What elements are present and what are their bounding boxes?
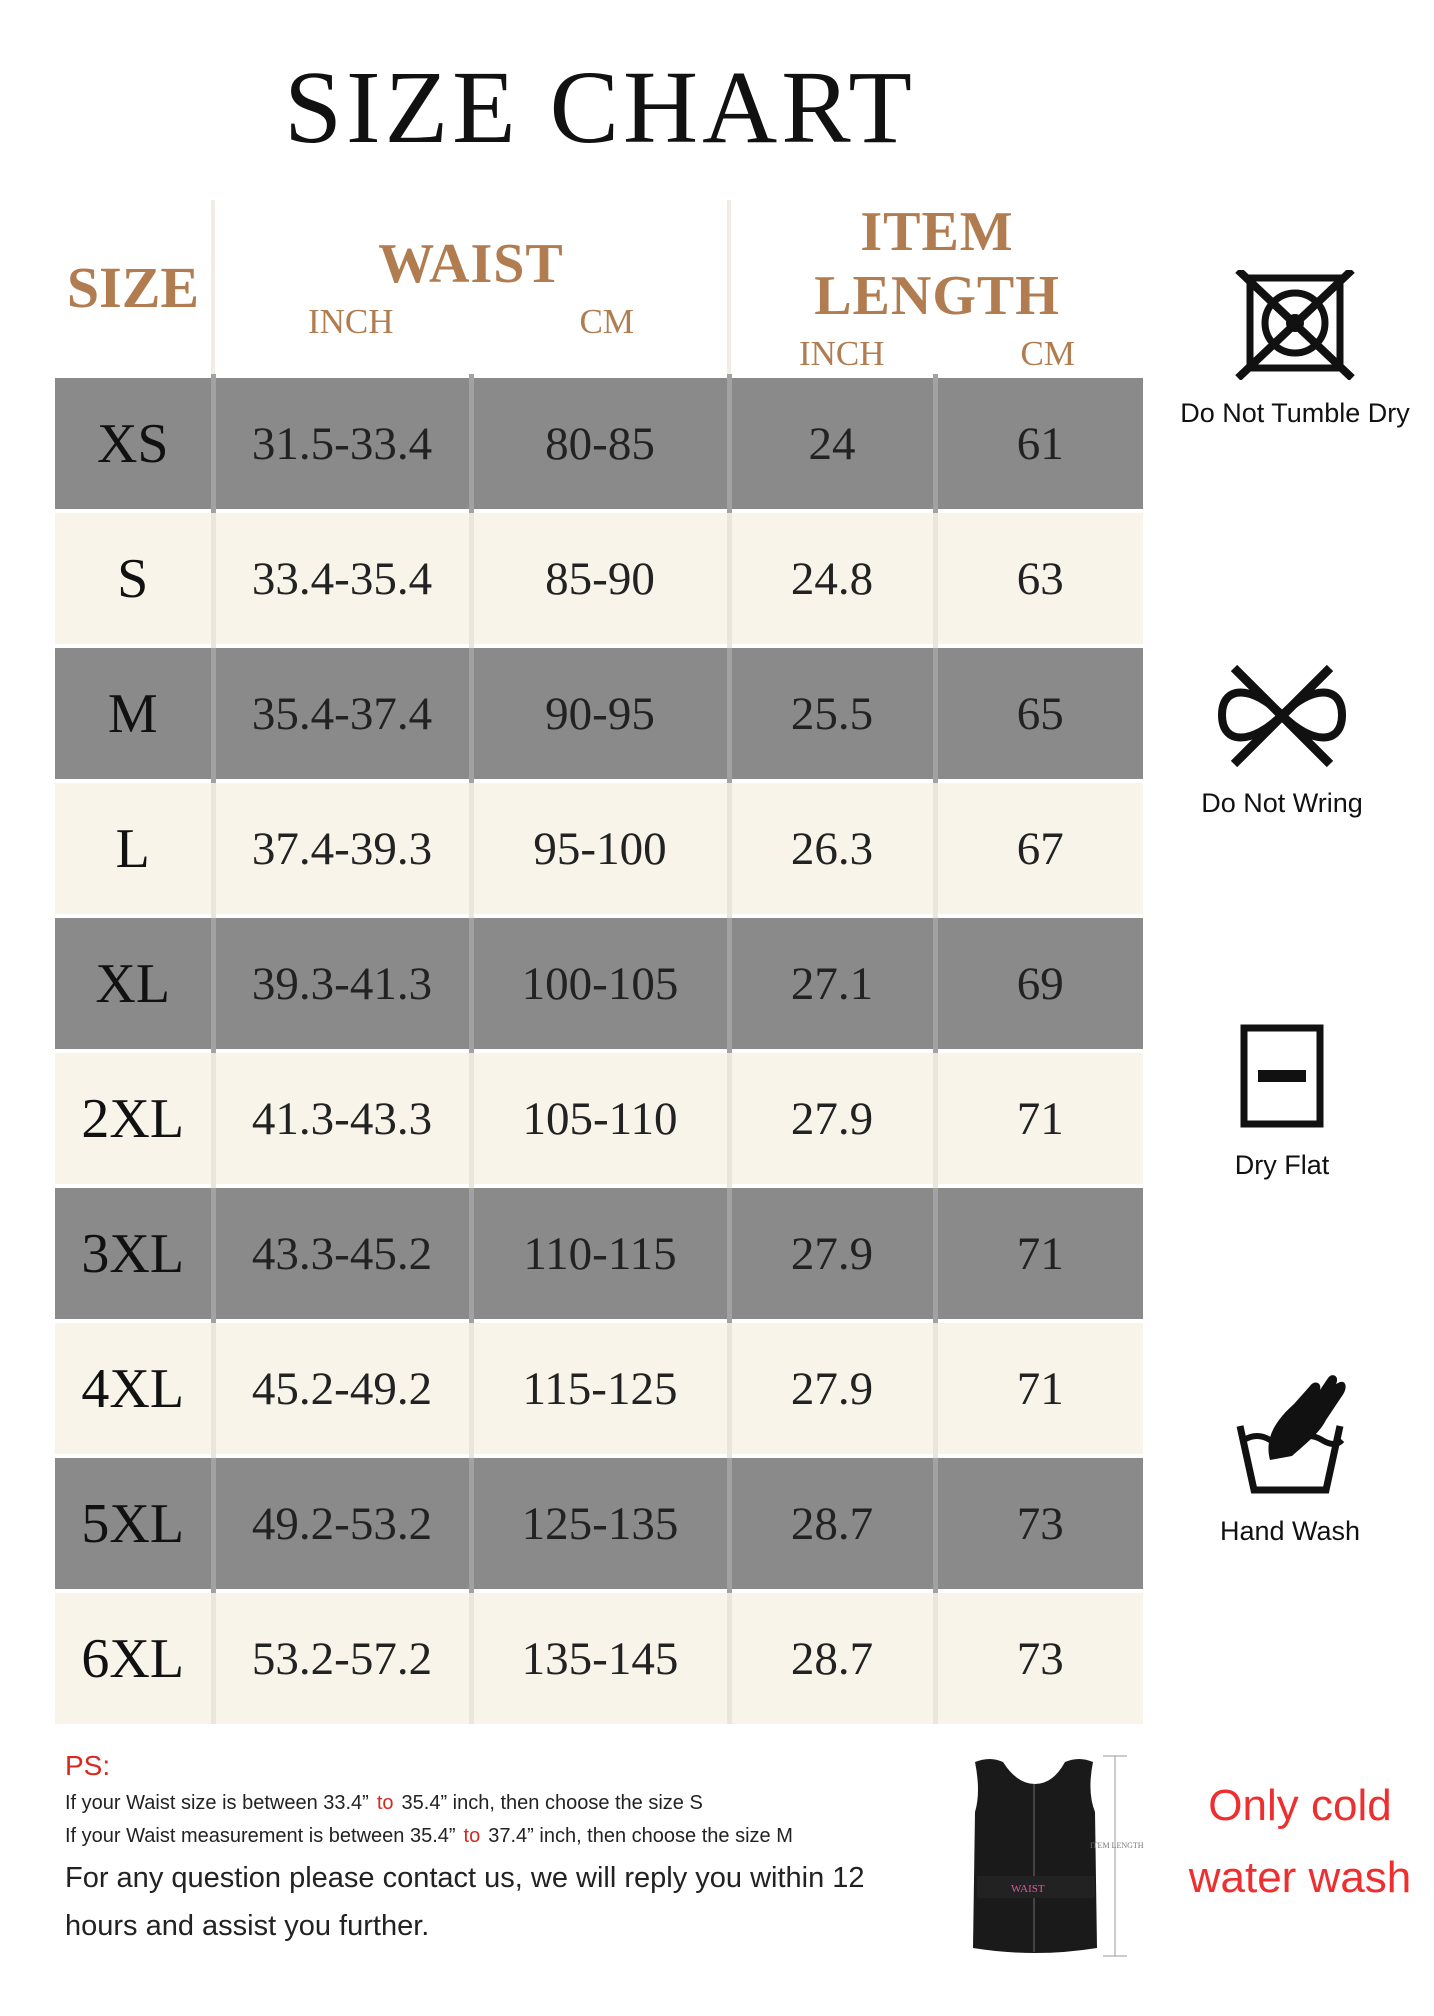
cell-waist-cm: 95-100 bbox=[471, 781, 729, 916]
chart-title: SIZE CHART bbox=[284, 50, 916, 165]
ps-line-1 bbox=[65, 1792, 925, 1815]
care-dry-flat bbox=[1152, 1022, 1412, 1181]
cell-len-cm: 73 bbox=[935, 1591, 1143, 1724]
no-tumble-dry-label: Do Not Tumble Dry bbox=[1180, 398, 1410, 428]
ps-line-1-end: 35.4” inch, then choose the size S bbox=[401, 1792, 703, 1814]
cell-waist-inch: 37.4-39.3 bbox=[213, 781, 471, 916]
vest-image bbox=[955, 1752, 1165, 1962]
cell-len-cm: 73 bbox=[935, 1456, 1143, 1591]
cell-len-cm: 69 bbox=[935, 916, 1143, 1051]
ps-line-1-start: If your Waist size is between 33.4” bbox=[65, 1792, 369, 1814]
cell-size: 2XL bbox=[55, 1051, 213, 1186]
header-waist: WAIST bbox=[378, 233, 564, 295]
cell-len-inch: 27.9 bbox=[729, 1186, 935, 1321]
size-table bbox=[55, 200, 1143, 1724]
cell-len-cm: 71 bbox=[935, 1186, 1143, 1321]
cell-len-cm: 63 bbox=[935, 511, 1143, 646]
cell-size: 6XL bbox=[55, 1591, 213, 1724]
cell-waist-cm: 100-105 bbox=[471, 916, 729, 1051]
cell-waist-cm: 85-90 bbox=[471, 511, 729, 646]
table-row bbox=[55, 916, 1143, 1051]
dry-flat-label: Dry Flat bbox=[1234, 1150, 1330, 1180]
cell-len-cm: 71 bbox=[935, 1321, 1143, 1456]
cell-waist-cm: 80-85 bbox=[471, 376, 729, 511]
hand-wash-label: Hand Wash bbox=[1219, 1516, 1361, 1546]
cold-wash-note bbox=[1170, 1770, 1430, 1914]
table-row bbox=[55, 1456, 1143, 1591]
ps-contact: For any question please contact us, we will reply you within 12 hours and assist you further. bbox=[65, 1862, 865, 1942]
care-no-wring bbox=[1152, 660, 1412, 819]
ps-line-2 bbox=[65, 1825, 925, 1848]
table-row bbox=[55, 1321, 1143, 1456]
cell-waist-cm: 115-125 bbox=[471, 1321, 729, 1456]
cell-size: 4XL bbox=[55, 1321, 213, 1456]
no-wring-icon bbox=[1212, 660, 1352, 770]
cell-len-cm: 67 bbox=[935, 781, 1143, 916]
cell-waist-inch: 35.4-37.4 bbox=[213, 646, 471, 781]
ps-section bbox=[65, 1750, 925, 1950]
cell-waist-inch: 41.3-43.3 bbox=[213, 1051, 471, 1186]
ps-line-2-start: If your Waist measurement is between 35.4” bbox=[65, 1825, 456, 1847]
cell-waist-inch: 31.5-33.4 bbox=[213, 376, 471, 511]
vest-logo: WAIST bbox=[1011, 1883, 1045, 1895]
no-tumble-dry-icon bbox=[1230, 270, 1360, 380]
cell-size: L bbox=[55, 781, 213, 916]
header-length-cm: CM bbox=[1020, 334, 1075, 373]
cell-waist-cm: 110-115 bbox=[471, 1186, 729, 1321]
dry-flat-icon bbox=[1232, 1022, 1332, 1132]
cell-len-cm: 61 bbox=[935, 376, 1143, 511]
cell-len-inch: 28.7 bbox=[729, 1456, 935, 1591]
table-row bbox=[55, 1591, 1143, 1724]
cell-size: M bbox=[55, 646, 213, 781]
ps-line-2-to: to bbox=[463, 1825, 481, 1847]
ps-title: PS: bbox=[65, 1750, 111, 1781]
cell-waist-cm: 90-95 bbox=[471, 646, 729, 781]
table-row bbox=[55, 1186, 1143, 1321]
cold-wash-line-1: Only cold bbox=[1208, 1781, 1392, 1830]
vest-length-label: ITEM LENGTH bbox=[1090, 1841, 1144, 1850]
cell-waist-inch: 45.2-49.2 bbox=[213, 1321, 471, 1456]
table-row bbox=[55, 376, 1143, 511]
cell-size: 3XL bbox=[55, 1186, 213, 1321]
cell-waist-inch: 33.4-35.4 bbox=[213, 511, 471, 646]
cell-len-inch: 27.1 bbox=[729, 916, 935, 1051]
table-row bbox=[55, 1051, 1143, 1186]
cell-waist-inch: 39.3-41.3 bbox=[213, 916, 471, 1051]
ps-line-2-end: 37.4” inch, then choose the size M bbox=[488, 1825, 793, 1847]
table-row bbox=[55, 781, 1143, 916]
table-header bbox=[55, 200, 1143, 376]
cell-size: XL bbox=[55, 916, 213, 1051]
cell-len-inch: 28.7 bbox=[729, 1591, 935, 1724]
cold-wash-line-2: water wash bbox=[1188, 1853, 1412, 1902]
hand-wash-icon bbox=[1230, 1368, 1350, 1498]
cell-len-inch: 27.9 bbox=[729, 1051, 935, 1186]
cell-size: S bbox=[55, 511, 213, 646]
header-waist-inch: INCH bbox=[307, 302, 394, 341]
cell-len-cm: 71 bbox=[935, 1051, 1143, 1186]
cell-size: XS bbox=[55, 376, 213, 511]
header-waist-cm: CM bbox=[579, 302, 634, 341]
care-no-tumble-dry bbox=[1165, 270, 1425, 429]
cell-len-inch: 26.3 bbox=[729, 781, 935, 916]
cell-waist-cm: 135-145 bbox=[471, 1591, 729, 1724]
table-row bbox=[55, 511, 1143, 646]
no-wring-label: Do Not Wring bbox=[1201, 788, 1363, 818]
cell-size: 5XL bbox=[55, 1456, 213, 1591]
cell-waist-inch: 53.2-57.2 bbox=[213, 1591, 471, 1724]
cell-waist-cm: 105-110 bbox=[471, 1051, 729, 1186]
cell-waist-inch: 49.2-53.2 bbox=[213, 1456, 471, 1591]
cell-waist-inch: 43.3-45.2 bbox=[213, 1186, 471, 1321]
cell-len-inch: 25.5 bbox=[729, 646, 935, 781]
cell-len-inch: 27.9 bbox=[729, 1321, 935, 1456]
header-size: SIZE bbox=[66, 254, 200, 320]
cell-waist-cm: 125-135 bbox=[471, 1456, 729, 1591]
table-row bbox=[55, 646, 1143, 781]
cell-len-inch: 24 bbox=[729, 376, 935, 511]
cell-len-cm: 65 bbox=[935, 646, 1143, 781]
header-length-inch: INCH bbox=[798, 334, 885, 373]
ps-line-1-to: to bbox=[376, 1792, 394, 1814]
care-hand-wash bbox=[1160, 1368, 1420, 1547]
cell-len-inch: 24.8 bbox=[729, 511, 935, 646]
header-item-length: ITEM LENGTH bbox=[814, 201, 1060, 327]
